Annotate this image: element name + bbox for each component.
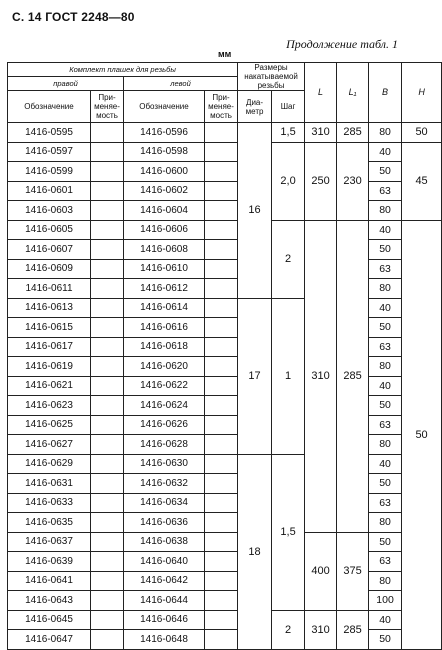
L1-cell: 285 [337,123,369,143]
header-right-thread: правой [8,77,124,91]
right-applicability-cell [91,591,124,611]
table-row [8,142,442,162]
header-applicability-right: При-меняе-мость [91,91,124,123]
pitch-cell: 1,5 [272,123,305,143]
table-row [8,123,442,143]
left-applicability-cell [205,454,238,474]
left-applicability-cell [205,493,238,513]
right-applicability-cell [91,415,124,435]
right-applicability-cell [91,298,124,318]
header-thread-dimensions: Размеры накатываемой резьбы [238,63,305,91]
table-row [8,240,442,260]
right-designation-cell: 1416-0601 [8,181,91,201]
B-cell: 80 [369,201,402,221]
right-applicability-cell [91,532,124,552]
left-applicability-cell [205,571,238,591]
left-designation-cell: 1416-0634 [124,493,205,513]
left-applicability-cell [205,435,238,455]
left-designation-cell: 1416-0622 [124,376,205,396]
header-diameter: Диа-метр [238,91,272,123]
right-applicability-cell [91,474,124,494]
left-designation-cell: 1416-0612 [124,279,205,299]
table-body [8,123,442,650]
right-applicability-cell [91,181,124,201]
pitch-cell: 1,5 [272,454,305,610]
B-cell: 100 [369,591,402,611]
left-applicability-cell [205,532,238,552]
left-applicability-cell [205,240,238,260]
table-row [8,279,442,299]
left-designation-cell: 1416-0616 [124,318,205,338]
L1-cell: 285 [337,220,369,532]
right-designation-cell: 1416-0609 [8,259,91,279]
right-applicability-cell [91,610,124,630]
right-applicability-cell [91,279,124,299]
right-applicability-cell [91,142,124,162]
header-pitch: Шаг [272,91,305,123]
B-cell: 50 [369,532,402,552]
H-cell: 50 [402,123,442,143]
left-applicability-cell [205,318,238,338]
table-header [8,63,442,123]
B-cell: 63 [369,337,402,357]
left-applicability-cell [205,376,238,396]
right-designation-cell: 1416-0621 [8,376,91,396]
B-cell: 63 [369,259,402,279]
left-applicability-cell [205,396,238,416]
table-row [8,513,442,533]
L-cell: 250 [305,142,337,220]
right-applicability-cell [91,396,124,416]
table-row [8,201,442,221]
right-designation-cell: 1416-0633 [8,493,91,513]
right-designation-cell: 1416-0629 [8,454,91,474]
left-designation-cell: 1416-0640 [124,552,205,572]
B-cell: 40 [369,610,402,630]
B-cell: 40 [369,376,402,396]
L1-cell: 285 [337,610,369,649]
table-row [8,474,442,494]
right-designation-cell: 1416-0623 [8,396,91,416]
diameter-cell: 16 [238,123,272,299]
B-cell: 63 [369,493,402,513]
left-designation-cell: 1416-0646 [124,610,205,630]
B-cell: 63 [369,552,402,572]
header-designation-left: Обозначение [124,91,205,123]
right-designation-cell: 1416-0613 [8,298,91,318]
right-designation-cell: 1416-0607 [8,240,91,260]
H-cell: 50 [402,220,442,649]
pitch-cell: 2,0 [272,142,305,220]
left-applicability-cell [205,415,238,435]
header-B: B [369,63,402,123]
right-designation-cell: 1416-0595 [8,123,91,143]
B-cell: 80 [369,357,402,377]
right-applicability-cell [91,357,124,377]
L-cell: 310 [305,220,337,532]
right-applicability-cell [91,318,124,338]
left-designation-cell: 1416-0636 [124,513,205,533]
B-cell: 40 [369,454,402,474]
pitch-cell: 2 [272,220,305,298]
table-row [8,298,442,318]
right-applicability-cell [91,493,124,513]
L1-cell: 375 [337,532,369,610]
left-designation-cell: 1416-0644 [124,591,205,611]
right-designation-cell: 1416-0637 [8,532,91,552]
table-row [8,454,442,474]
right-designation-cell: 1416-0617 [8,337,91,357]
header-die-set: Комплект плашек для резьбы [8,63,238,77]
right-applicability-cell [91,162,124,182]
B-cell: 63 [369,415,402,435]
left-applicability-cell [205,142,238,162]
table-row [8,318,442,338]
table-row [8,532,442,552]
right-designation-cell: 1416-0641 [8,571,91,591]
units-label: мм [218,49,232,59]
right-applicability-cell [91,201,124,221]
right-designation-cell: 1416-0597 [8,142,91,162]
table-row [8,610,442,630]
right-applicability-cell [91,552,124,572]
left-applicability-cell [205,259,238,279]
L-cell: 310 [305,123,337,143]
right-applicability-cell [91,454,124,474]
left-designation-cell: 1416-0614 [124,298,205,318]
left-applicability-cell [205,630,238,650]
left-designation-cell: 1416-0600 [124,162,205,182]
right-applicability-cell [91,571,124,591]
left-designation-cell: 1416-0606 [124,220,205,240]
page-header: С. 14 ГОСТ 2248—80 [12,10,135,24]
table-row [8,591,442,611]
header-left-thread: левой [124,77,238,91]
H-cell: 45 [402,142,442,220]
left-applicability-cell [205,513,238,533]
right-applicability-cell [91,220,124,240]
B-cell: 40 [369,298,402,318]
left-applicability-cell [205,610,238,630]
right-applicability-cell [91,513,124,533]
left-applicability-cell [205,201,238,221]
table-row [8,337,442,357]
right-applicability-cell [91,630,124,650]
right-applicability-cell [91,240,124,260]
right-designation-cell: 1416-0619 [8,357,91,377]
right-applicability-cell [91,376,124,396]
header-L: L [305,63,337,123]
left-applicability-cell [205,552,238,572]
table-row [8,435,442,455]
table-row [8,357,442,377]
left-designation-cell: 1416-0638 [124,532,205,552]
header-applicability-left: При-меняе-мость [205,91,238,123]
right-designation-cell: 1416-0639 [8,552,91,572]
table-row [8,376,442,396]
B-cell: 50 [369,318,402,338]
left-designation-cell: 1416-0632 [124,474,205,494]
table-row [8,415,442,435]
header-L1: L₁ [337,63,369,123]
B-cell: 50 [369,630,402,650]
left-designation-cell: 1416-0642 [124,571,205,591]
right-designation-cell: 1416-0605 [8,220,91,240]
B-cell: 40 [369,220,402,240]
left-designation-cell: 1416-0610 [124,259,205,279]
right-designation-cell: 1416-0625 [8,415,91,435]
table-row [8,552,442,572]
L1-cell: 230 [337,142,369,220]
right-designation-cell: 1416-0611 [8,279,91,299]
dimensions-table [7,62,442,650]
table-row [8,396,442,416]
B-cell: 50 [369,396,402,416]
table-row [8,220,442,240]
right-designation-cell: 1416-0599 [8,162,91,182]
L-cell: 310 [305,610,337,649]
B-cell: 40 [369,142,402,162]
right-designation-cell: 1416-0645 [8,610,91,630]
left-applicability-cell [205,591,238,611]
right-designation-cell: 1416-0635 [8,513,91,533]
right-designation-cell: 1416-0643 [8,591,91,611]
B-cell: 80 [369,571,402,591]
B-cell: 80 [369,279,402,299]
table-row [8,162,442,182]
B-cell: 50 [369,474,402,494]
left-designation-cell: 1416-0630 [124,454,205,474]
B-cell: 63 [369,181,402,201]
left-designation-cell: 1416-0598 [124,142,205,162]
left-designation-cell: 1416-0620 [124,357,205,377]
left-designation-cell: 1416-0624 [124,396,205,416]
table-row [8,259,442,279]
pitch-cell: 1 [272,298,305,454]
left-designation-cell: 1416-0602 [124,181,205,201]
right-designation-cell: 1416-0615 [8,318,91,338]
left-applicability-cell [205,357,238,377]
B-cell: 50 [369,162,402,182]
right-designation-cell: 1416-0627 [8,435,91,455]
right-applicability-cell [91,435,124,455]
right-applicability-cell [91,337,124,357]
L-cell: 400 [305,532,337,610]
left-applicability-cell [205,220,238,240]
left-applicability-cell [205,123,238,143]
header-designation-right: Обозначение [8,91,91,123]
left-applicability-cell [205,181,238,201]
pitch-cell: 2 [272,610,305,649]
right-designation-cell: 1416-0647 [8,630,91,650]
left-designation-cell: 1416-0628 [124,435,205,455]
left-applicability-cell [205,162,238,182]
table-row [8,493,442,513]
left-applicability-cell [205,337,238,357]
table-row [8,630,442,650]
right-designation-cell: 1416-0631 [8,474,91,494]
right-designation-cell: 1416-0603 [8,201,91,221]
table-row [8,181,442,201]
table-row [8,571,442,591]
left-designation-cell: 1416-0604 [124,201,205,221]
diameter-cell: 17 [238,298,272,454]
header-H: H [402,63,442,123]
B-cell: 80 [369,513,402,533]
right-applicability-cell [91,123,124,143]
left-applicability-cell [205,474,238,494]
left-applicability-cell [205,298,238,318]
B-cell: 50 [369,240,402,260]
left-designation-cell: 1416-0618 [124,337,205,357]
left-designation-cell: 1416-0648 [124,630,205,650]
B-cell: 80 [369,123,402,143]
diameter-cell: 18 [238,454,272,649]
left-applicability-cell [205,279,238,299]
right-applicability-cell [91,259,124,279]
table-continuation-label: Продолжение табл. 1 [286,37,398,51]
left-designation-cell: 1416-0626 [124,415,205,435]
B-cell: 80 [369,435,402,455]
left-designation-cell: 1416-0608 [124,240,205,260]
left-designation-cell: 1416-0596 [124,123,205,143]
